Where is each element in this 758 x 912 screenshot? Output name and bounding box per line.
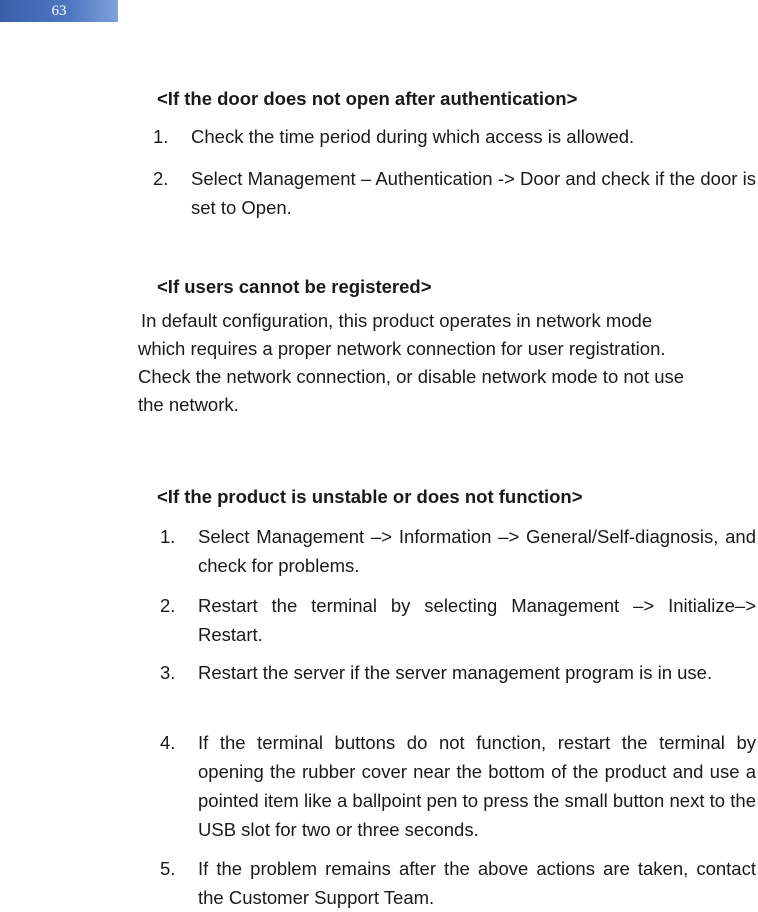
list-text: If the terminal buttons do not function, restart the terminal by opening the rubber cover near the bottom of the product and use a pointed item like a ballpoint pen to press the small button next to the USB slot for two or three seconds.	[198, 732, 756, 840]
list-item	[160, 591, 756, 649]
list-text: Select Management –> Information –> General/Self-diagnosis, and check for problems.	[198, 526, 756, 576]
paragraph-line: the network.	[138, 394, 239, 415]
list-text: Restart the terminal by selecting Management –> Initialize–> Restart.	[198, 595, 756, 645]
list-item	[160, 658, 756, 687]
list-number: 4.	[160, 732, 176, 753]
list-number: 2.	[153, 168, 169, 189]
list-item	[153, 164, 756, 222]
list-text: Select Management – Authentication -> Door and check if the door is set to Open.	[191, 168, 756, 218]
list-number: 2.	[160, 595, 176, 616]
registration-paragraph	[138, 307, 756, 419]
list-number: 1.	[153, 126, 169, 147]
list-item	[153, 122, 756, 151]
list-text: Restart the server if the server management program is in use.	[198, 662, 713, 683]
paragraph-line: Check the network connection, or disable network mode to not use	[138, 366, 685, 387]
section-heading-unstable: <If the product is unstable or does not function>	[157, 486, 583, 507]
paragraph-line: which requires a proper network connection for user registration.	[138, 338, 666, 359]
list-number: 3.	[160, 662, 176, 683]
page-number-badge: 63	[0, 0, 118, 22]
paragraph-line: In default configuration, this product operates in network mode	[141, 310, 653, 331]
list-number: 1.	[160, 526, 176, 547]
list-text: Check the time period during which access is allowed.	[191, 126, 635, 147]
list-text: If the problem remains after the above actions are taken, contact the Customer Support Team.	[198, 858, 756, 908]
list-item	[160, 522, 756, 580]
list-item	[160, 728, 756, 844]
section-heading-door: <If the door does not open after authentication>	[157, 88, 578, 109]
list-item	[160, 854, 756, 912]
section-heading-registration: <If users cannot be registered>	[157, 276, 432, 297]
list-number: 5.	[160, 858, 176, 879]
